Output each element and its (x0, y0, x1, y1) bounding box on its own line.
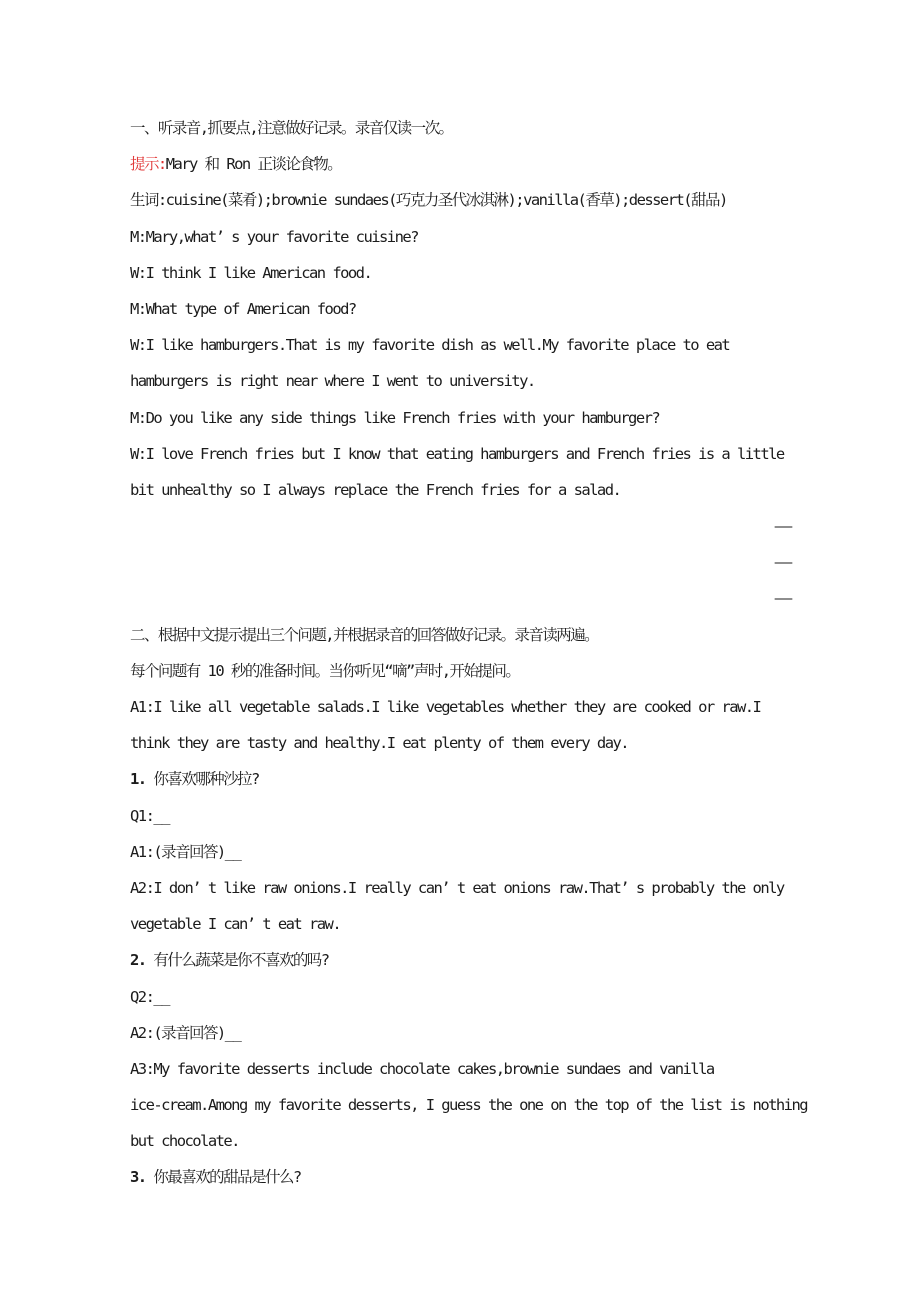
question-3 (130, 1159, 792, 1195)
recording-answer-line (130, 906, 792, 942)
recording-answer-line (130, 1051, 792, 1087)
text-segment: bit unhealthy so I always replace the French fries for a salad. (130, 480, 621, 499)
text-segment: __ (224, 842, 241, 861)
text-segment: A1:(录音回答) (130, 842, 225, 861)
text-segment: __ (153, 806, 169, 825)
answer-blank-dash: — (774, 517, 792, 536)
text-segment: ice-cream.Among my favorite desserts, I guess the one on the top of the list is nothing (130, 1096, 808, 1115)
text-segment: W:I like hamburgers.That is my favorite dish as well.My favorite place to eat (130, 336, 730, 355)
dialogue-line (130, 327, 792, 363)
recording-answer-line (130, 1087, 808, 1123)
text-segment: A1:I like all vegetable salads.I like vegetables whether they are cooked or raw.I (130, 698, 761, 716)
section-2-heading (130, 617, 792, 653)
answer-blank-dash: — (774, 553, 792, 572)
dialogue-line (130, 363, 792, 399)
question-2 (130, 942, 792, 978)
answer-blank-dash: — (774, 589, 792, 608)
text-segment: A2:(录音回答) (130, 1023, 225, 1042)
recording-answer-line (130, 1123, 792, 1159)
text-segment: A3:My favorite desserts include chocolate cakes,brownie sundaes and vanilla (130, 1059, 714, 1078)
dialogue-line (130, 291, 792, 327)
answer-blank-line (130, 508, 792, 544)
q2-blank-line (130, 979, 792, 1015)
question-number: 2. (130, 951, 146, 970)
text-segment: 每个问题有 10 秒的准备时间。当你听见“嘀”声时,开始提问。 (130, 661, 520, 680)
question-number: 3. (130, 1168, 146, 1187)
dialogue-line (130, 400, 792, 436)
vocab-line (130, 182, 792, 218)
text-segment: 有什么蔬菜是你不喜欢的吗? (145, 951, 329, 970)
a2-blank-line (130, 1015, 792, 1051)
dialogue-line (130, 436, 792, 472)
document-text (130, 110, 808, 1196)
dialogue-line (130, 219, 792, 255)
question-1 (130, 761, 792, 797)
dialogue-line (130, 472, 792, 508)
text-segment: Q2: (130, 987, 154, 1006)
recording-answer-line (130, 870, 792, 906)
text-segment: A2:I don’ t like raw onions.I really can’ t eat onions raw.That’ s probably the only (130, 878, 784, 897)
recording-answer-line (130, 725, 792, 761)
recording-answer-line (130, 689, 792, 725)
hint-line (130, 146, 792, 182)
answer-blank-line (130, 544, 792, 580)
text-segment: M:Do you like any side things like French fries with your hamburger? (130, 408, 660, 427)
text-segment: hamburgers is right near where I went to university. (130, 372, 535, 391)
text-segment: Q1: (130, 806, 154, 825)
text-segment: 生词:cuisine(菜肴);brownie sundaes(巧克力圣代冰淇淋);vanilla(香草);dessert(甜品) (130, 191, 727, 210)
text-segment: 你最喜欢的甜品是什么? (145, 1168, 301, 1187)
q1-blank-line (130, 798, 792, 834)
text-segment: W:I think I like American food. (130, 263, 372, 282)
section-1-heading (130, 110, 792, 146)
hint-label: 提示: (130, 155, 166, 174)
text-segment: __ (153, 987, 169, 1006)
text-segment: __ (224, 1023, 241, 1042)
instruction-line (130, 653, 792, 689)
text-segment: 一、听录音,抓要点,注意做好记录。录音仅读一次。 (130, 119, 453, 137)
text-segment: 二、根据中文提示提出三个问题,并根据录音的回答做好记录。录音读两遍。 (130, 625, 599, 644)
text-segment: M:Mary,what’ s your favorite cuisine? (130, 227, 418, 246)
text-segment: 你喜欢哪种沙拉? (145, 770, 259, 789)
text-segment: Mary 和 Ron 正谈论食物。 (165, 155, 342, 174)
a1-blank-line (130, 834, 792, 870)
text-segment: vegetable I can’ t eat raw. (130, 915, 341, 934)
text-segment: W:I love French fries but I know that eating hamburgers and French fries is a little (130, 444, 784, 463)
dialogue-line (130, 255, 792, 291)
answer-blank-line (130, 580, 792, 616)
text-segment: M:What type of American food? (130, 299, 356, 318)
question-number: 1. (130, 770, 146, 789)
text-segment: but chocolate. (130, 1132, 239, 1151)
text-segment: think they are tasty and healthy.I eat plenty of them every day. (130, 734, 629, 753)
